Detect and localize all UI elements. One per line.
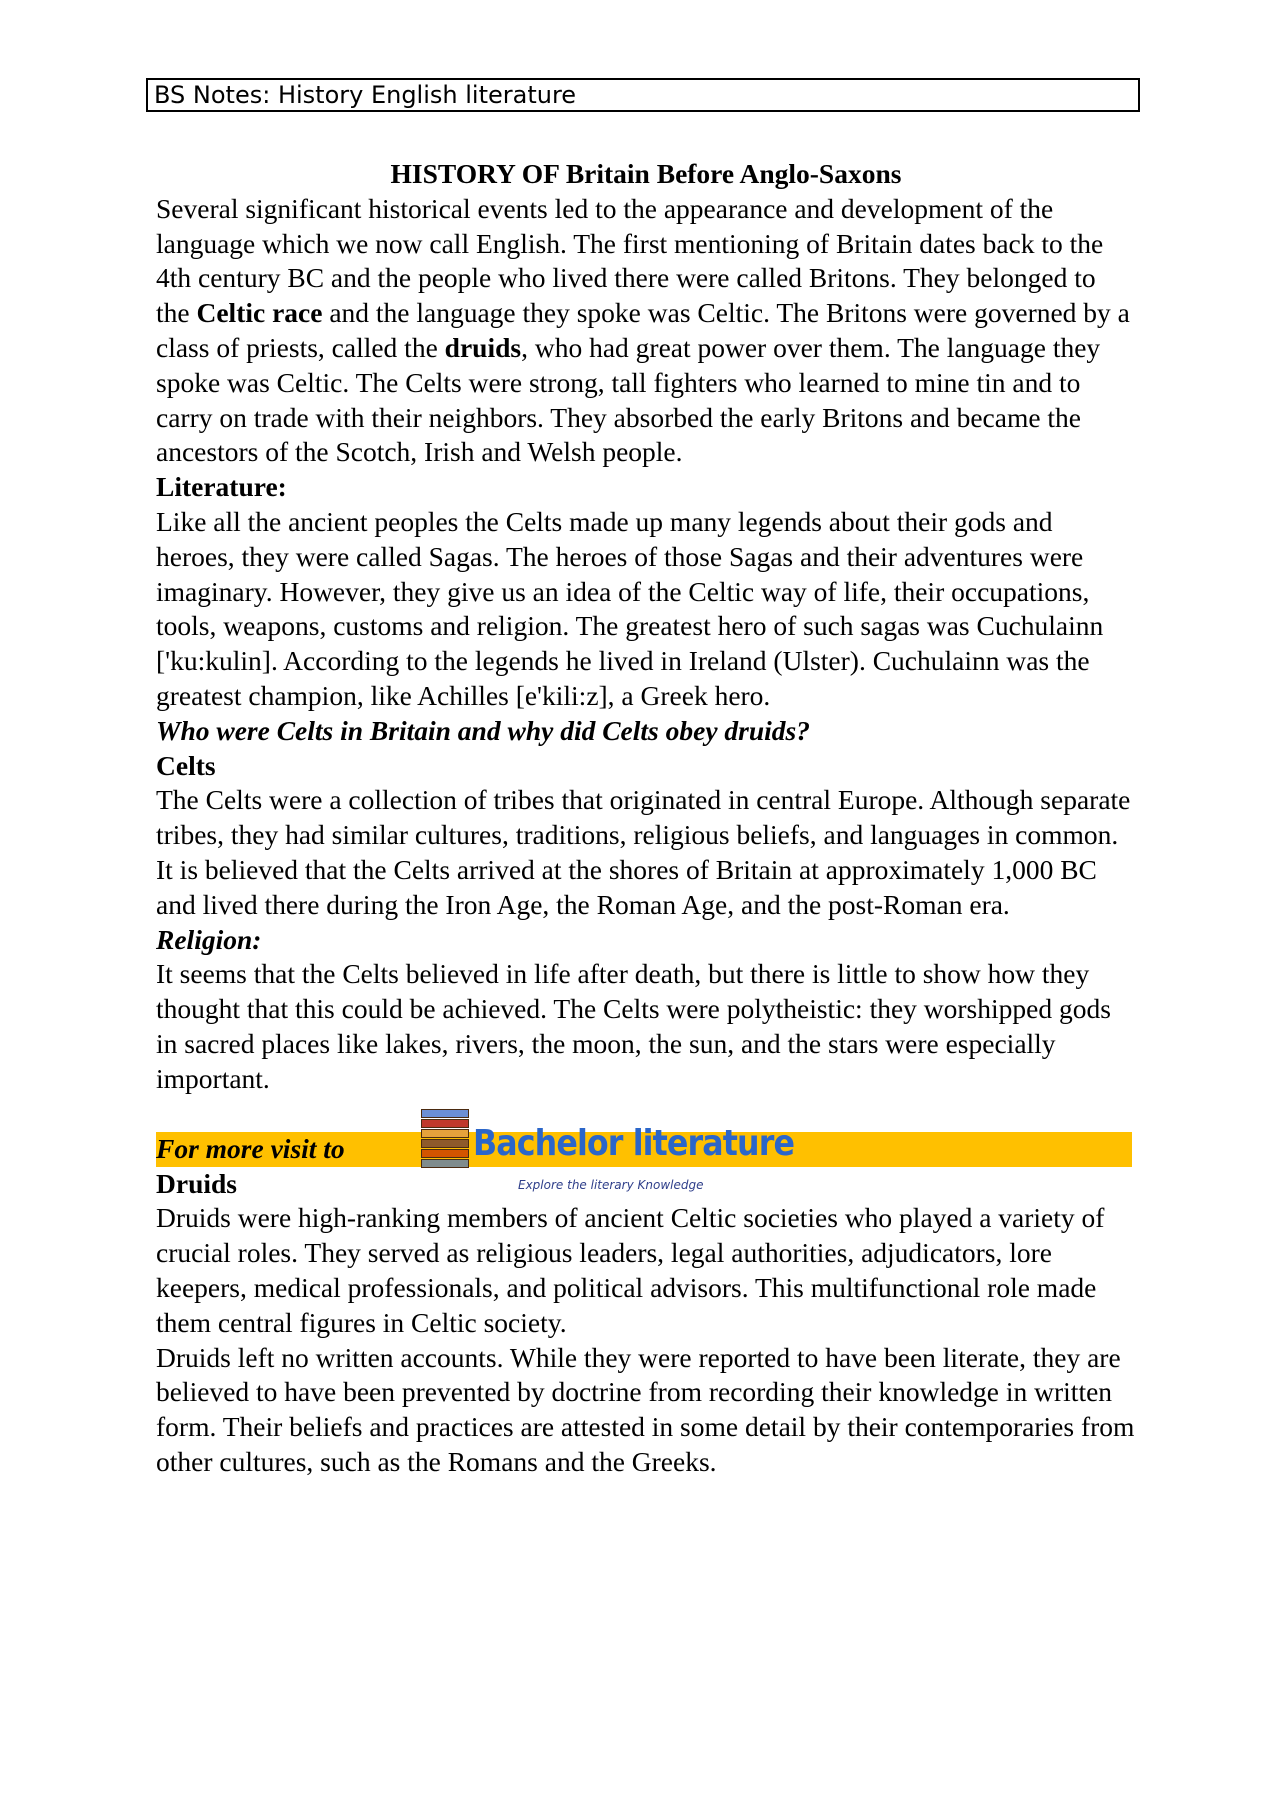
intro-bold-druids: druids <box>444 331 522 363</box>
celts-heading: Celts <box>156 749 216 781</box>
intro-paragraph <box>156 192 1136 470</box>
druids-paragraph-2: Druids left no written accounts. While they were reported to have been literate, they are believed to have been prevented by doctrine from recording their knowledge in written form. Their beliefs and practices are attested in some detail by their contemporaries from other cultures, such as the Romans and the Greeks. <box>156 1341 1135 1477</box>
site-logo[interactable] <box>421 1107 801 1197</box>
religion-paragraph: It seems that the Celts believed in life after death, but there is little to show how they thought that this could be achieved. The Celts were polytheistic: they worshipped gods in sacred places like lakes, rivers, the moon, the sun, and the stars were especially important. <box>156 958 1111 1094</box>
druids-heading: Druids <box>156 1167 237 1199</box>
intro-text-1: Several significant historical events led to the appearance and development of the language which we now call English. The first mentioning of Britain dates back to the 4th century BC and the people who lived there were called Britons. They belonged to the <box>156 192 1104 329</box>
religion-heading: Religion: <box>156 923 262 955</box>
question-heading: Who were Celts in Britain and why did Celts obey druids? <box>156 714 810 746</box>
literature-paragraph: Like all the ancient peoples the Celts made up many legends about their gods and heroes, they were called Sagas. The heroes of those Sagas and their adventures were imaginary. However, they give us an idea of the Celtic way of life, their occupations, tools, weapons, customs and religion. The greatest hero of such sagas was Cuchulainn ['ku:kulin]. According to the legends he lived in Ireland (Ulster). Cuchulainn was the greatest champion, like Achilles [e'kili:z], a Greek hero. <box>156 505 1104 711</box>
literature-heading: Literature: <box>156 471 287 503</box>
logo-tagline: Explore the literary Knowledge <box>518 1177 704 1192</box>
page-header <box>146 78 1140 112</box>
druids-paragraph-1: Druids were high-ranking members of ancient Celtic societies who played a variety of crucial roles. They served as religious leaders, legal authorities, adjudicators, lore keepers, medical professionals, and political advisors. This multifunctional role made them central figures in Celtic society. <box>156 1202 1105 1338</box>
intro-bold-celtic-race: Celtic race <box>196 297 323 329</box>
books-icon <box>421 1107 471 1167</box>
celts-paragraph: The Celts were a collection of tribes that originated in central Europe. Although separate tribes, they had similar cultures, traditions, religious beliefs, and languages in common. It is believed that the Celts arrived at the shores of Britain at approximately 1,000 BC and lived there during the Iron Age, the Roman Age, and the post-Roman era. <box>156 784 1131 920</box>
page-title: HISTORY OF Britain Before Anglo-Saxons <box>390 158 902 189</box>
logo-name: Bachelor literature <box>473 1122 795 1164</box>
intro-text-3: , who had great power over them. The language they spoke was Celtic. The Celts were strong, tall fighters who learned to mine tin and to carry on trade with their neighbors. They absorbed the early Britons and became the ancestors of the Scotch, Irish and Welsh people. <box>156 331 1101 468</box>
document-body <box>156 157 1136 1480</box>
intro-text-2: and the language they spoke was Celtic. The Britons were governed by a class of priests, called the <box>156 297 1130 363</box>
header-text: BS Notes: History English literature <box>154 81 577 109</box>
visit-text: For more visit to <box>156 1132 345 1164</box>
